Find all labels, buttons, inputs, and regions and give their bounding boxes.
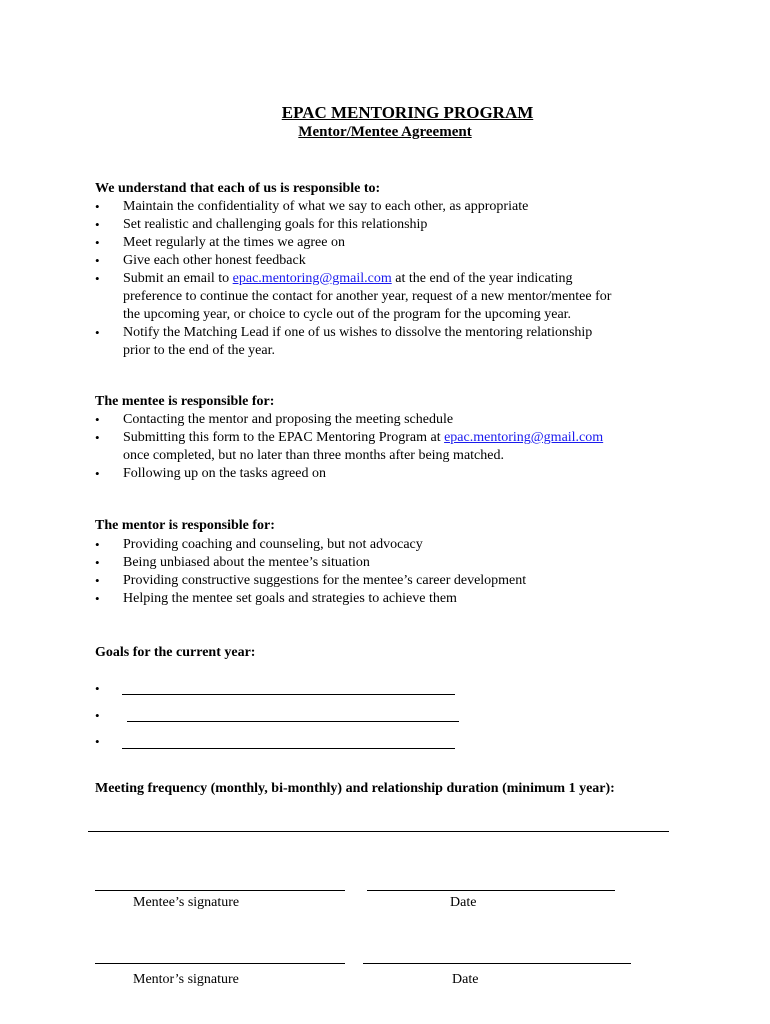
mentee-signature-line[interactable] xyxy=(95,890,345,891)
email-link[interactable]: epac.mentoring@gmail.com xyxy=(232,271,392,286)
goals-heading: Goals for the current year: xyxy=(95,645,256,660)
bullet-icon: • xyxy=(95,681,100,696)
list-item-continuation: preference to continue the contact for another year, request of a new mentor/mentee for xyxy=(123,289,612,304)
list-item-continuation: the upcoming year, or choice to cycle out of the program for the upcoming year. xyxy=(123,307,572,322)
mentor-signature-line[interactable] xyxy=(95,963,345,964)
list-item: Notify the Matching Lead if one of us wishes to dissolve the mentoring relationship xyxy=(123,325,593,340)
bullet-icon: • xyxy=(95,235,100,250)
bullet-icon: • xyxy=(95,430,100,445)
email-link[interactable]: epac.mentoring@gmail.com xyxy=(444,430,604,445)
bullet-icon: • xyxy=(95,573,100,588)
list-item: Give each other honest feedback xyxy=(123,253,306,268)
mentor-signature-label: Mentor’s signature xyxy=(133,972,239,987)
list-item: Helping the mentee set goals and strategies to achieve them xyxy=(123,591,457,606)
list-item: Contacting the mentor and proposing the meeting schedule xyxy=(123,412,454,427)
submit-item-text: Submitting this form to the EPAC Mentoring Program at xyxy=(123,430,445,445)
page-title: EPAC MENTORING PROGRAM xyxy=(281,103,534,122)
list-item: Following up on the tasks agreed on xyxy=(123,466,326,481)
meeting-heading: Meeting frequency (monthly, bi-monthly) and relationship duration (minimum 1 year): xyxy=(95,781,615,796)
list-item: Set realistic and challenging goals for this relationship xyxy=(123,217,428,232)
list-item-continuation: prior to the end of the year. xyxy=(123,343,276,358)
list-item: Meet regularly at the times we agree on xyxy=(123,235,345,250)
list-item-email xyxy=(123,271,573,287)
bullet-icon: • xyxy=(95,217,100,232)
list-item: Providing coaching and counseling, but not advocacy xyxy=(123,537,423,552)
bullet-icon: • xyxy=(95,555,100,570)
mentor-heading: The mentor is responsible for: xyxy=(95,518,275,533)
list-item-continuation: once completed, but no later than three months after being matched. xyxy=(123,448,504,463)
bullet-icon: • xyxy=(95,708,100,723)
list-item-submit xyxy=(123,430,603,446)
goal-blank-2[interactable] xyxy=(127,721,459,722)
bullet-icon: • xyxy=(95,271,100,286)
meeting-blank[interactable] xyxy=(88,831,669,832)
bullet-icon: • xyxy=(95,537,100,552)
bullet-icon: • xyxy=(95,734,100,749)
bullet-icon: • xyxy=(95,325,100,340)
page-subtitle: Mentor/Mentee Agreement xyxy=(298,124,472,140)
goal-blank-1[interactable] xyxy=(122,694,455,695)
email-item-text-after: at the end of the year indicating xyxy=(391,271,573,286)
list-item: Providing constructive suggestions for the mentee’s career development xyxy=(123,573,527,588)
shared-heading: We understand that each of us is responsible to: xyxy=(95,181,381,196)
bullet-icon: • xyxy=(95,253,100,268)
bullet-icon: • xyxy=(95,412,100,427)
bullet-icon: • xyxy=(95,591,100,606)
mentee-date-label: Date xyxy=(450,895,477,910)
mentor-date-label: Date xyxy=(452,972,479,987)
list-item: Maintain the confidentiality of what we say to each other, as appropriate xyxy=(123,199,529,214)
goal-blank-3[interactable] xyxy=(122,748,455,749)
bullet-icon: • xyxy=(95,466,100,481)
email-item-text: Submit an email to xyxy=(123,271,233,286)
bullet-icon: • xyxy=(95,199,100,214)
mentee-date-line[interactable] xyxy=(367,890,615,891)
mentee-signature-label: Mentee’s signature xyxy=(133,895,240,910)
mentor-date-line[interactable] xyxy=(363,963,631,964)
mentee-heading: The mentee is responsible for: xyxy=(95,394,275,409)
list-item: Being unbiased about the mentee’s situation xyxy=(123,555,370,570)
